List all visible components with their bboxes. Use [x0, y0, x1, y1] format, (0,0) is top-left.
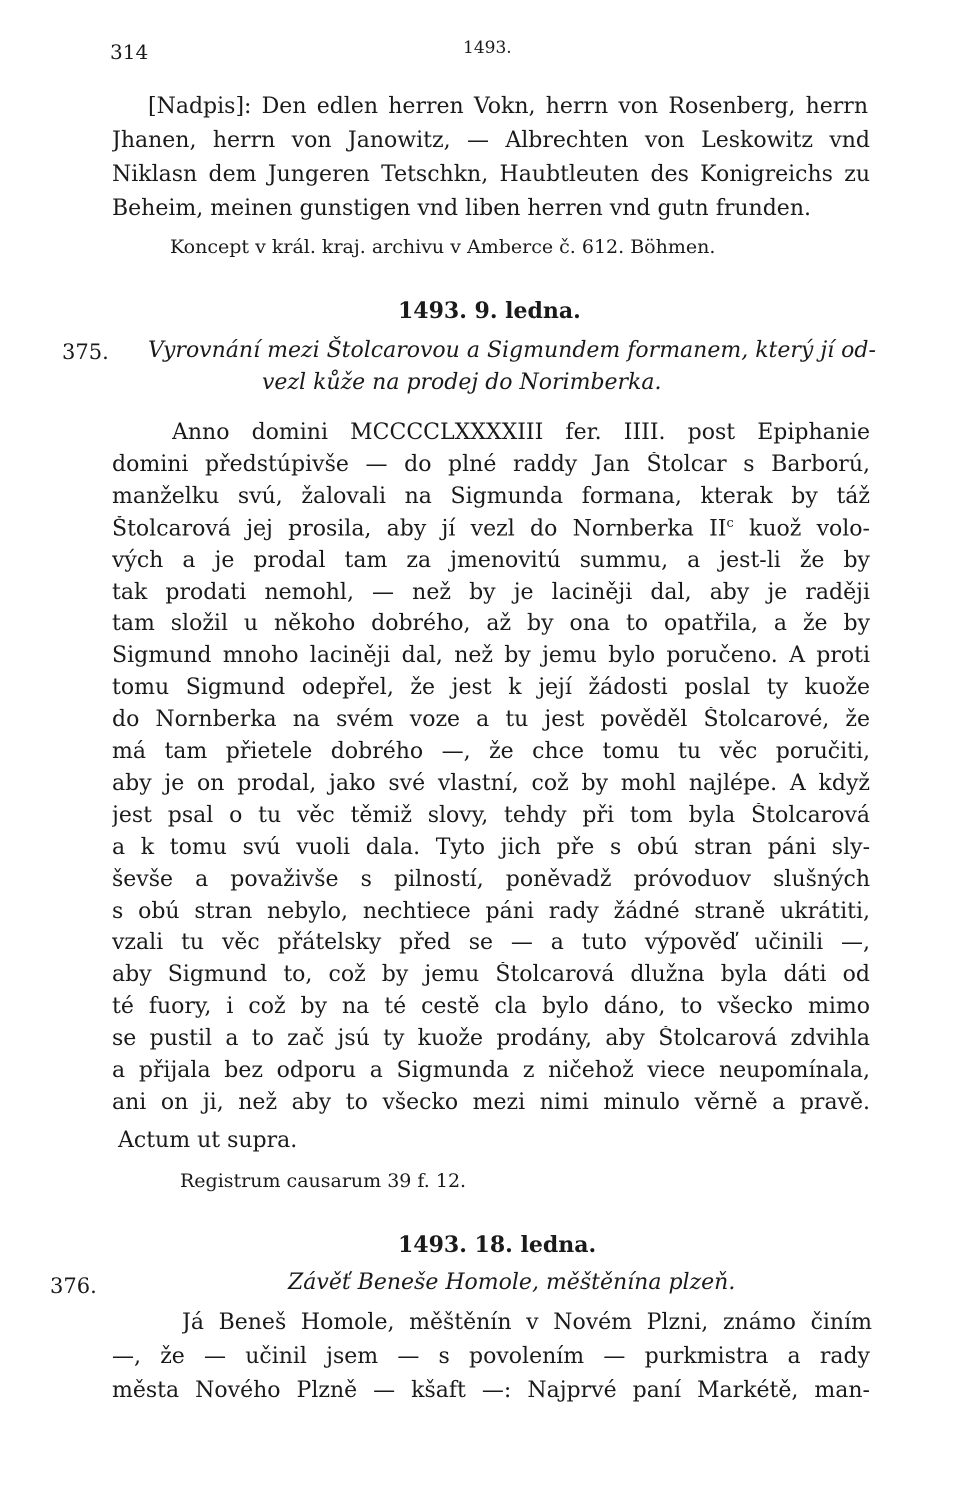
running-header-year: 1493.	[463, 38, 512, 58]
entry-375-body-line: vých a je prodal tam za jmenovitú summu, a jest-li že by	[112, 547, 870, 573]
entry-375-body-line: má tam přietele dobrého —, že chce tomu tu věc poručiti,	[112, 739, 870, 764]
entry-375-body-line: tak prodati nemohl, — než by je laciněji dal, aby je raději	[112, 579, 870, 605]
entry-375-body-line: do Nornberka na svém voze a tu jest pověděl Štolcarové, že	[112, 707, 870, 733]
entry-375-closing: Actum ut supra.	[118, 1128, 298, 1153]
page-number: 314	[110, 40, 149, 64]
entry-375-body-line: s obú stran nebylo, nechtiece páni rady žádné straně ukrátiti,	[112, 898, 870, 924]
entry-375-body-line: vzali tu věc přátelsky před se — a tuto výpověď učinili —,	[112, 930, 870, 956]
entry-375-body-line: a k tomu svú vuoli dala. Tyto jich pře s obú stran páni sly-	[112, 834, 870, 860]
intro-line: [Nadpis]: Den edlen herren Vokn, herrn von Rosenberg, herrn	[148, 94, 868, 119]
entry-375-body-line: se pustil a to zač jsú ty kuože prodány, aby Štolcarová zdvihla	[112, 1026, 870, 1052]
entry-375-body-line: aby Sigmund to, což by jemu Štolcarová dlužna byla dáti od	[112, 962, 870, 988]
entry-376-body-line: —, že — učinil jsem — s povolením — purkmistra a rady	[112, 1344, 870, 1369]
entry-375-body-line: a přijala bez odporu a Sigmunda z ničehož viece neupomínala,	[112, 1058, 870, 1083]
entry-375-title-line: vezl kůže na prodej do Norimberka.	[262, 370, 662, 395]
entry-376-body-line: města Nového Plzně — kšaft —: Najprvé paní Markétě, man-	[112, 1378, 870, 1403]
entry-375-body-line: aby je on prodal, jako své vlastní, což by mohl najlépe. A když	[112, 770, 870, 796]
entry-375-body-line: Štolcarová jej prosila, aby jí vezl do Nornberka $II^c$ kuož volo-	[112, 515, 870, 542]
entry-375-body-line: domini předstúpivše — do plné raddy Jan Štolcar s Barború,	[112, 451, 870, 477]
entry-375-number: 375.	[62, 340, 109, 364]
entry-375-body-line: ševše a považivše s pilností, poněvadž próvoduov slušných	[112, 866, 870, 892]
entry-376-body-line: Já Beneš Homole, měštěnín v Novém Plzni, známo činím	[182, 1310, 872, 1335]
intro-source: Koncept v král. kraj. archivu v Amberce č. 612. Böhmen.	[170, 236, 716, 258]
entry-375-body-line: manželku svú, žalovali na Sigmunda formana, kterak by táž	[112, 483, 870, 509]
entry-375-body-line: tam složil u někoho dobrého, až by ona to opatřila, a že by	[112, 611, 870, 637]
entry-375-body-line: Sigmund mnoho laciněji dal, než by jemu bylo poručeno. A proti	[112, 643, 870, 669]
entry-375-body-line: jest psal o tu věc těmiž slovy, tehdy při tom byla Štolcarová	[112, 802, 870, 828]
entry-376-number: 376.	[50, 1274, 97, 1298]
entry-375-body-line: Anno domini MCCCCLXXXXIII fer. IIII. post Epiphanie	[172, 420, 870, 445]
entry-375-source: Registrum causarum 39 f. 12.	[180, 1170, 467, 1192]
entry-376-date: 1493. 18. ledna.	[398, 1232, 597, 1258]
entry-375-title-line: Vyrovnání mezi Štolcarovou a Sigmundem formanem, který jí od-	[148, 338, 876, 363]
intro-line: Beheim, meinen gunstigen vnd liben herren vnd gutn frunden.	[112, 196, 811, 221]
entry-375-body-line: tomu Sigmund odepřel, že jest k její žádosti poslal ty kuože	[112, 675, 870, 701]
entry-375-date: 1493. 9. ledna.	[398, 298, 581, 324]
entry-375-body-line: ani on ji, než aby to všecko mezi nimi minulo věrně a pravě.	[112, 1089, 870, 1115]
entry-375-body-line: té fuory, i což by na té cestě cla bylo dáno, to všecko mimo	[112, 994, 870, 1020]
entry-376-title: Závěť Beneše Homole, měštěnína plzeň.	[288, 1270, 736, 1295]
intro-line: Jhanen, herrn von Janowitz, — Albrechten von Leskowitz vnd	[112, 128, 870, 153]
intro-line: Niklasn dem Jungeren Tetschkn, Haubtleuten des Konigreichs zu	[112, 162, 870, 187]
